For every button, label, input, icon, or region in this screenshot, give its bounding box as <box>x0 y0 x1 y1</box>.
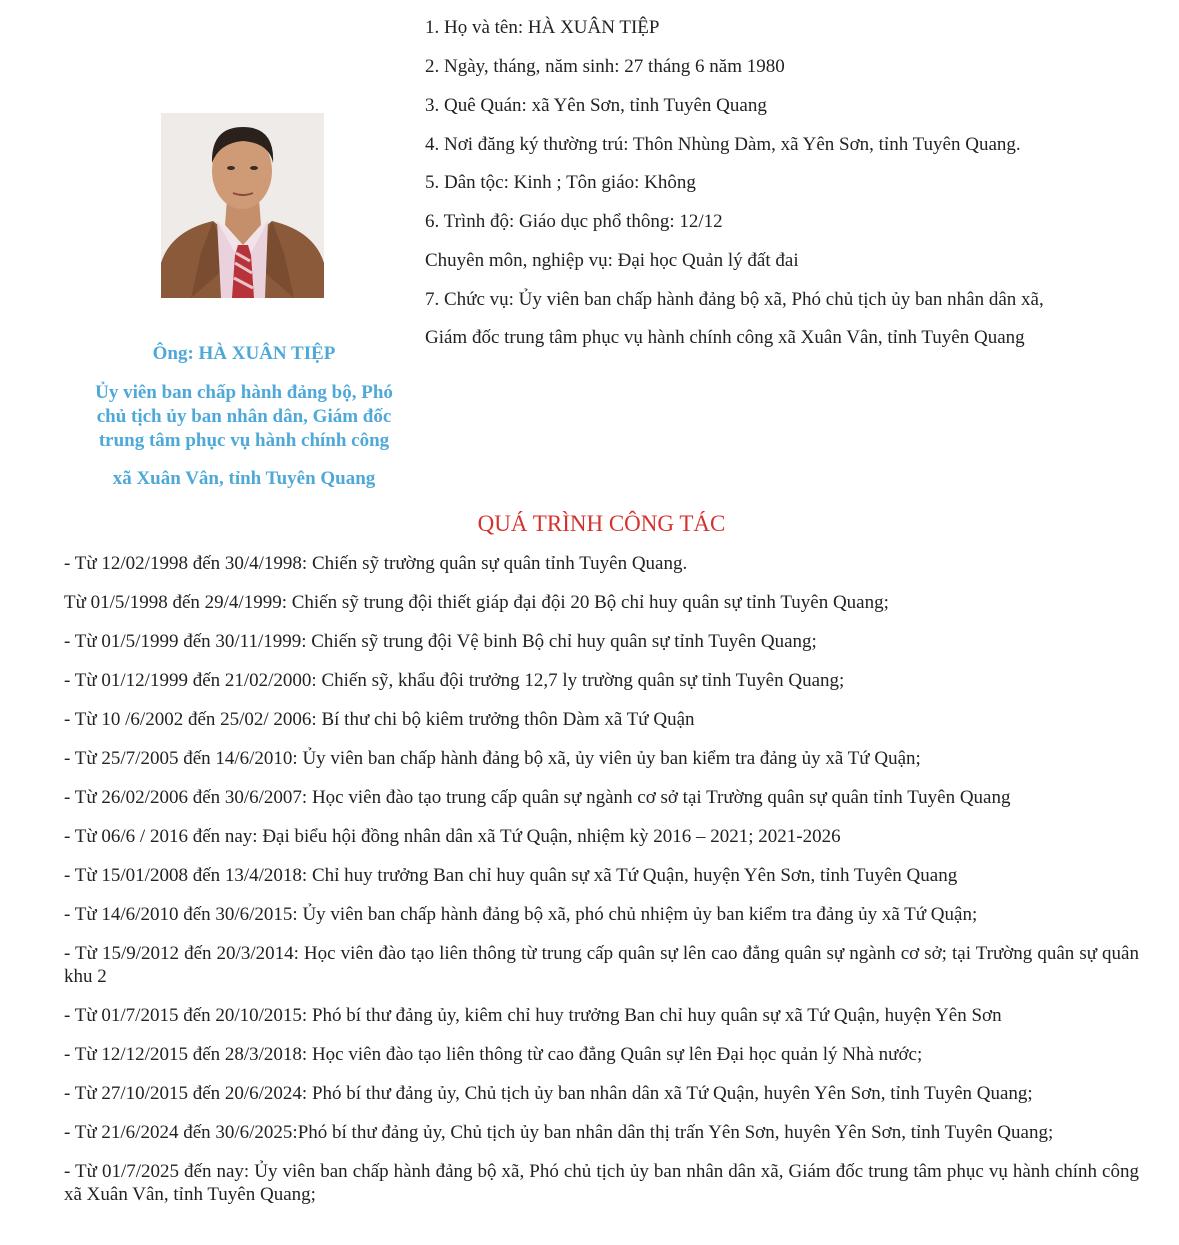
info-residence: 4. Nơi đăng ký thường trú: Thôn Nhùng Dàm, xã Yên Sơn, tỉnh Tuyên Quang. <box>425 134 1021 155</box>
work-history-entry: - Từ 26/02/2006 đến 30/6/2007: Học viên đào tạo trung cấp quân sự ngành cơ sở tại Trường quân sự quân tỉnh Tuyên Quang <box>64 787 1011 808</box>
info-position-continued: Giám đốc trung tâm phục vụ hành chính công xã Xuân Vân, tỉnh Tuyên Quang <box>425 327 1025 348</box>
work-history-entry: - Từ 10 /6/2002 đến 25/02/ 2006: Bí thư chi bộ kiêm trưởng thôn Dàm xã Tứ Quận <box>64 709 695 730</box>
info-position: 7. Chức vụ: Ủy viên ban chấp hành đảng bộ xã, Phó chủ tịch ủy ban nhân dân xã, <box>425 289 1044 310</box>
work-history-entry: - Từ 15/9/2012 đến 20/3/2014: Học viên đào tạo liên thông từ trung cấp quân sự lên cao đẳng quân sự ngành cơ sở; tại Trường quân sự quân khu 2 <box>64 943 1139 987</box>
profile-caption-role-line: chủ tịch ủy ban nhân dân, Giám đốc <box>96 406 392 427</box>
info-ethnicity-religion: 5. Dân tộc: Kinh ; Tôn giáo: Không <box>425 172 696 193</box>
profile-caption-name: Ông: HÀ XUÂN TIỆP <box>152 343 336 364</box>
work-history-entry: - Từ 27/10/2015 đến 20/6/2024: Phó bí thư đảng ủy, Chủ tịch ủy ban nhân dân xã Tứ Quận, huyên Yên Sơn, tỉnh Tuyên Quang; <box>64 1083 1033 1104</box>
work-history-title: QUÁ TRÌNH CÔNG TÁC <box>477 511 726 536</box>
work-history-entry: - Từ 12/02/1998 đến 30/4/1998: Chiến sỹ trường quân sự quân tỉnh Tuyên Quang. <box>64 553 688 574</box>
work-history-entry: - Từ 25/7/2005 đến 14/6/2010: Ủy viên ban chấp hành đảng bộ xã, ủy viên ủy ban kiểm tra đảng ủy xã Tứ Quận; <box>64 748 921 769</box>
work-history-entry: - Từ 01/7/2025 đến nay: Ủy viên ban chấp hành đảng bộ xã, Phó chủ tịch ủy ban nhân dân xã, Giám đốc trung tâm phục vụ hành chính công xã Xuân Vân, tỉnh Tuyên Quang; <box>64 1161 1139 1205</box>
info-full-name: 1. Họ và tên: HÀ XUÂN TIỆP <box>425 17 660 38</box>
info-birth-date: 2. Ngày, tháng, năm sinh: 27 tháng 6 năm 1980 <box>425 56 785 77</box>
work-history-entry: - Từ 15/01/2008 đến 13/4/2018: Chỉ huy trưởng Ban chỉ huy quân sự xã Tứ Quận, huyện Yên Sơn, tỉnh Tuyên Quang <box>64 865 958 886</box>
work-history-entry: - Từ 21/6/2024 đến 30/6/2025:Phó bí thư đảng ủy, Chủ tịch ủy ban nhân dân thị trấn Yên Sơn, huyên Yên Sơn, tỉnh Tuyên Quang; <box>64 1122 1054 1143</box>
portrait-photo <box>161 113 324 298</box>
info-specialty: Chuyên môn, nghiệp vụ: Đại học Quản lý đất đai <box>425 250 799 271</box>
info-hometown: 3. Quê Quán: xã Yên Sơn, tỉnh Tuyên Quang <box>425 95 767 116</box>
work-history-entry: - Từ 12/12/2015 đến 28/3/2018: Học viên đào tạo liên thông từ cao đẳng Quân sự lên Đại học quản lý Nhà nước; <box>64 1044 923 1065</box>
portrait-illustration <box>161 113 324 298</box>
profile-caption-location: xã Xuân Vân, tỉnh Tuyên Quang <box>112 468 376 489</box>
profile-caption-role-line: Ủy viên ban chấp hành đảng bộ, Phó <box>95 382 393 403</box>
work-history-entry: Từ 01/5/1998 đến 29/4/1999: Chiến sỹ trung đội thiết giáp đại đội 20 Bộ chỉ huy quân sự tỉnh Tuyên Quang; <box>64 592 889 613</box>
work-history-entry: - Từ 01/7/2015 đến 20/10/2015: Phó bí thư đảng ủy, kiêm chỉ huy trưởng Ban chỉ huy quân sự xã Tứ Quận, huyện Yên Sơn <box>64 1005 1002 1026</box>
work-history-entry: - Từ 14/6/2010 đến 30/6/2015: Ủy viên ban chấp hành đảng bộ xã, phó chủ nhiệm ủy ban kiểm tra đảng ủy xã Tứ Quận; <box>64 904 978 925</box>
work-history-entry: - Từ 01/5/1999 đến 30/11/1999: Chiến sỹ trung đội Vệ binh Bộ chỉ huy quân sự tỉnh Tuyên Quang; <box>64 631 817 652</box>
info-education: 6. Trình độ: Giáo dục phổ thông: 12/12 <box>425 211 723 232</box>
work-history-list <box>64 552 1139 1222</box>
work-history-entry: - Từ 01/12/1999 đến 21/02/2000: Chiến sỹ, khẩu đội trưởng 12,7 ly trường quân sự tỉnh Tuyên Quang; <box>64 670 845 691</box>
profile-caption-role-line: trung tâm phục vụ hành chính công <box>98 430 390 451</box>
work-history-entry: - Từ 06/6 / 2016 đến nay: Đại biểu hội đồng nhân dân xã Tứ Quận, nhiệm kỳ 2016 – 2021; 2021-2026 <box>64 826 841 847</box>
